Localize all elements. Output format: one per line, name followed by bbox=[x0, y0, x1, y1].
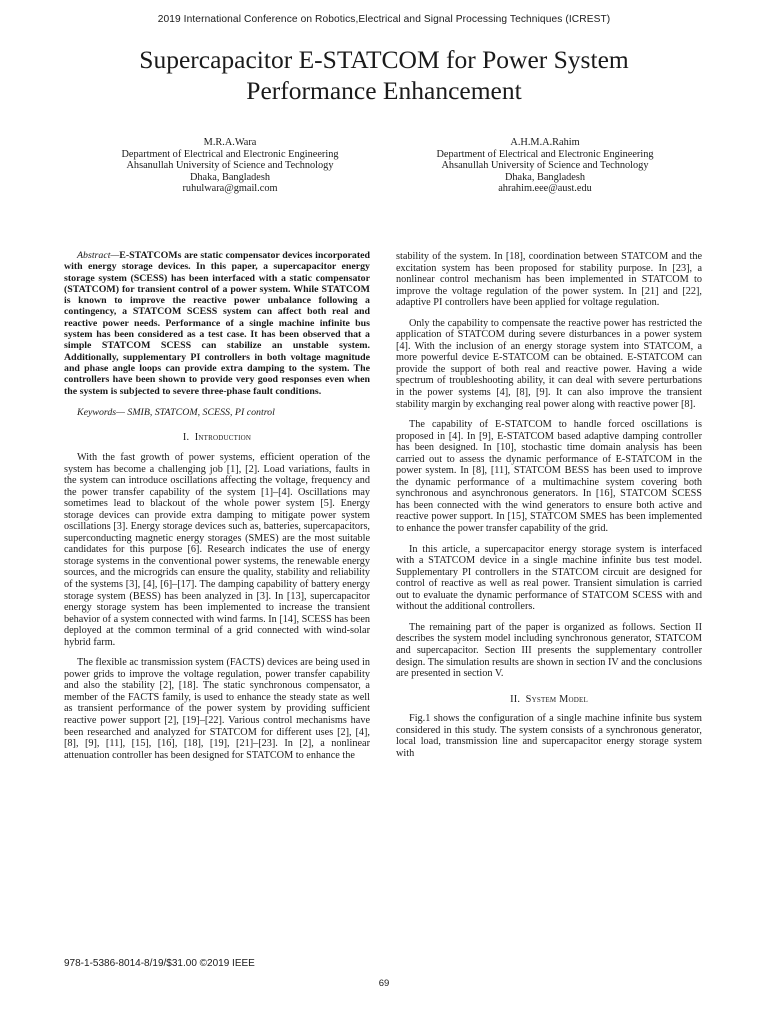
paper-title-line-1: Supercapacitor E-STATCOM for Power System bbox=[139, 45, 629, 74]
keywords: Keywords— SMIB, STATCOM, SCESS, PI control bbox=[77, 406, 275, 418]
paragraph: The remaining part of the paper is organized as follows. Section II describes the system model including synchronous generator, STATCOM and supercapacitor. Section III presents the supplementary controller design. The simulation results are shown in section IV and the conclusions are presented in section V. bbox=[396, 621, 702, 680]
author-city: Dhaka, Bangladesh bbox=[189, 171, 271, 183]
author-department: Department of Electrical and Electronic Engineering bbox=[436, 148, 654, 160]
paragraph: The flexible ac transmission system (FACTS) devices are being used in power grids to improve the voltage regulation, power transfer capability and also the stability [2], [18]. The static synchronous compensator, a member of the FACTS family, is used to enhance the steady state as well as transient performance of the power system by providing sufficient reactive power support [2], [19]–[22]. Various control mechanisms have been researched and analyzed for STATCOM for different uses [2], [4], [8], [9], [11], [15], [16], [18], [19], [21]–[23]. In [2], a nonlinear attenuation controller has been designed for STATCOM to enhance the bbox=[64, 657, 371, 761]
author-email: ahrahim.eee@aust.edu bbox=[498, 183, 592, 194]
paragraph: The capability of E-STATCOM to handle forced oscillations is proposed in [4]. In [9], E-STATCOM based adaptive damping controller has been designed. In [10], stochastic time domain analysis has been carried out to assess the dynamic performance of E-STATCOM in the power system. In [8], [11], STATCOM BESS has been used to improve the dynamic performance of a multimachine system covering both synchronous and asynchronous generators. In [16], STATCOM SCESS has been connected with the wind generators to ensure both active and reactive power support. In [15], STATCOM SMES has been implemented to enhance the power transfer capability of the grid. bbox=[396, 419, 702, 535]
section-number: II. bbox=[510, 693, 521, 705]
section-heading-introduction bbox=[64, 432, 370, 444]
section-heading-system-model bbox=[396, 694, 702, 706]
paragraph: stability of the system. In [18], coordination between STATCOM and the excitation system has been proposed for stability purpose. In [23], a nonlinear control mechanism has been implemented in STATCOM to improve the voltage regulation of the power system. In [21] and [22], adaptive PI controllers have been applied for voltage regulation. bbox=[396, 251, 702, 309]
abstract-label: Abstract— bbox=[77, 250, 120, 261]
left-column bbox=[64, 250, 370, 770]
conference-header: 2019 International Conference on Robotics,Electrical and Signal Processing Techniques (ICREST) bbox=[157, 14, 611, 25]
author-email: ruhulwara@gmail.com bbox=[182, 183, 278, 194]
paper-title-line-2: Performance Enhancement bbox=[246, 76, 522, 105]
paragraph: In this article, a supercapacitor energy storage system is interfaced with a STATCOM device in a single machine infinite bus test model. Supplementary PI controllers in the STATCOM circuit are designed for control of reactive as well as real power. Transient simulation is carried out to evaluate the dynamic performance of STATCOM SCESS with and without the additional controllers. bbox=[396, 543, 702, 613]
paragraph: Only the capability to compensate the reactive power has restricted the application of STATCOM during severe disturbances in a power system [4]. With the inclusion of an energy storage system into STATCOM, a more powerful device E-STATCOM can be obtained. E-STATCOM can provide the support of both real and reactive power. Having a wide spectrum of troubleshooting ability, it can deal with severe perturbations in the power systems [4], [8], [9]. It can also improve the transient stability margin by exchanging real power along with reactive power [8]. bbox=[396, 317, 702, 410]
author-department: Department of Electrical and Electronic Engineering bbox=[121, 148, 339, 160]
section-number: I. bbox=[182, 432, 190, 444]
abstract-text: E-STATCOMs are static compensator devices incorporated with energy storage devices. In this paper, a supercapacitor energy storage system (SCESS) has been interfaced with a static compensator (STATCOM) for transient control of a power system. While STATCOM is known to improve the reactive power unbalance following a contingency, a STATCOM SCESS system can affect both real and reactive power needs. Performance of a single machine infinite bus system has been considered as a test case. It has been observed that a simple STATCOM SCESS can stabilize an unstable system. Additionally, supplementary PI controllers in both voltage magnitude and phase angle loops can provide extra damping to the system. The controllers have been shown to provide very good responses even when the system is subjected to severe three-phase fault conditions. bbox=[64, 250, 370, 397]
author-university: Ahsanullah University of Science and Technology bbox=[126, 160, 334, 171]
page-number: 69 bbox=[378, 978, 390, 989]
author-block-1 bbox=[85, 137, 375, 195]
author-city: Dhaka, Bangladesh bbox=[504, 171, 586, 183]
abstract bbox=[64, 250, 370, 397]
author-university: Ahsanullah University of Science and Technology bbox=[441, 160, 649, 171]
paragraph: Fig.1 shows the configuration of a single machine infinite bus system considered in this study. The system consists of a synchronous generator, local load, transmission line and supercapacitor energy storage system with bbox=[396, 713, 702, 759]
section-title: System Model bbox=[525, 693, 588, 705]
right-column bbox=[396, 251, 702, 768]
author-name: A.H.M.A.Rahim bbox=[510, 137, 580, 148]
paper-title bbox=[0, 44, 768, 106]
section-title: Introduction bbox=[194, 432, 252, 444]
copyright-footer: 978-1-5386-8014-8/19/$31.00 ©2019 IEEE bbox=[64, 958, 255, 969]
paragraph: With the fast growth of power systems, efficient operation of the system has become a challenging job [1], [2]. Load variations, faults in the system can introduce oscillations affecting the voltage, frequency and the power transfer capability of the system [1]–[4]. Oscillations may sometimes lead to blackout of the whole power system [5]. Energy storage devices can provide extra damping to mitigate power system oscillations [3]. Energy storage devices such as, batteries, supercapacitors, superconducting magnetic energy storages (SMES) are the most suitable candidates for this purpose [6]. Research indicates the use of energy storage systems in the conventional power systems, the renewable energy sources, and the microgrids can ensure the quality, stability and reliability of the systems [3], [4], [6]–[17]. The damping capability of battery energy storage system (BESS) has been analyzed in [3]. In [13], supercapacitor energy storage system has been implemented to increase the transient behavior of a system connected with wind farms. In [14], SCESS has been deployed at the common terminal of a grid connected with wind-solar hybrid farm. bbox=[64, 451, 370, 648]
author-block-2 bbox=[400, 137, 690, 195]
author-name: M.R.A.Wara bbox=[203, 137, 257, 148]
